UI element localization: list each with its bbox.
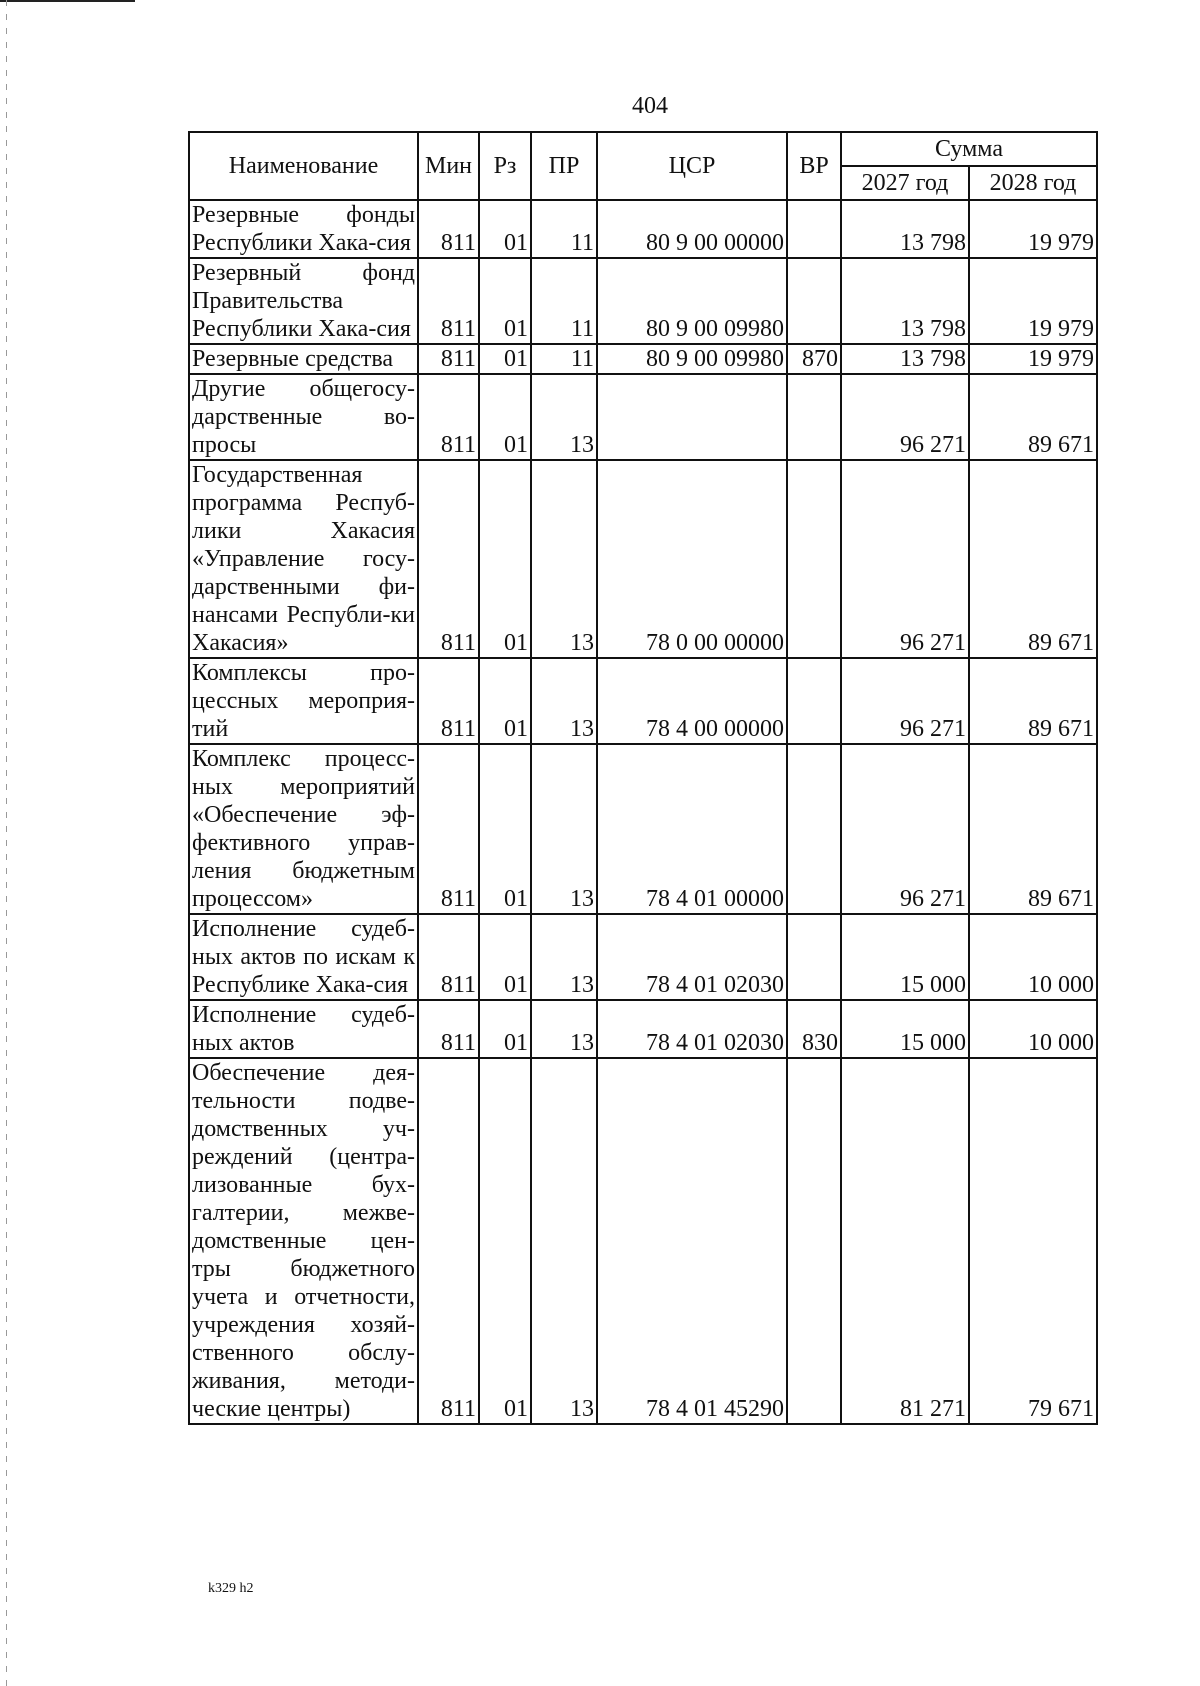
cell-vr: [787, 200, 841, 258]
cell-min: 811: [418, 658, 479, 744]
cell-2028: 19 979: [969, 200, 1097, 258]
cell-min: 811: [418, 344, 479, 374]
cell-rz: 01: [479, 744, 531, 914]
cell-2028: 89 671: [969, 658, 1097, 744]
cell-vr: 870: [787, 344, 841, 374]
cell-2028: 19 979: [969, 258, 1097, 344]
header-name: Наименование: [189, 132, 418, 200]
cell-csr: 78 4 00 00000: [597, 658, 787, 744]
page-number: 404: [632, 93, 668, 119]
header-rz: Рз: [479, 132, 531, 200]
cell-2027: 96 271: [841, 744, 969, 914]
cell-rz: 01: [479, 258, 531, 344]
table-row: [189, 1000, 1097, 1058]
cell-2027: 96 271: [841, 460, 969, 658]
table-body: [189, 200, 1097, 1424]
scan-edge: [6, 0, 7, 1686]
cell-min: 811: [418, 1000, 479, 1058]
cell-name: Исполнение судеб-ных актов по искам к Республике Хака-сия: [189, 914, 418, 1000]
cell-name: Резервный фонд Правительства Республики Хака-сия: [189, 258, 418, 344]
cell-rz: 01: [479, 914, 531, 1000]
cell-min: 811: [418, 744, 479, 914]
cell-name: Резервные средства: [189, 344, 418, 374]
cell-csr: 78 4 01 02030: [597, 1000, 787, 1058]
cell-pr: 13: [531, 1058, 597, 1424]
cell-vr: [787, 744, 841, 914]
cell-rz: 01: [479, 1058, 531, 1424]
header-min: Мин: [418, 132, 479, 200]
cell-2028: 89 671: [969, 460, 1097, 658]
cell-csr: 80 9 00 00000: [597, 200, 787, 258]
table-row: [189, 344, 1097, 374]
table-row: [189, 258, 1097, 344]
table-row: [189, 460, 1097, 658]
cell-2027: 15 000: [841, 1000, 969, 1058]
cell-vr: [787, 258, 841, 344]
cell-2028: 10 000: [969, 1000, 1097, 1058]
cell-vr: [787, 374, 841, 460]
cell-rz: 01: [479, 460, 531, 658]
cell-2028: 19 979: [969, 344, 1097, 374]
cell-min: 811: [418, 460, 479, 658]
cell-2027: 81 271: [841, 1058, 969, 1424]
cell-pr: 11: [531, 258, 597, 344]
cell-name: Резервные фонды Республики Хака-сия: [189, 200, 418, 258]
cell-min: 811: [418, 374, 479, 460]
cell-2028: 10 000: [969, 914, 1097, 1000]
cell-2027: 96 271: [841, 658, 969, 744]
cell-pr: 13: [531, 460, 597, 658]
cell-name: Исполнение судеб-ных актов: [189, 1000, 418, 1058]
cell-vr: [787, 658, 841, 744]
cell-2028: 89 671: [969, 744, 1097, 914]
cell-2027: 15 000: [841, 914, 969, 1000]
header-2027: 2027 год: [841, 166, 969, 200]
cell-csr: 78 4 01 02030: [597, 914, 787, 1000]
cell-pr: 13: [531, 658, 597, 744]
cell-name: Комплексы про-цессных мероприя-тий: [189, 658, 418, 744]
cell-name: Обеспечение дея-тельности подве-домственных уч-реждений (центра-лизованные бух-галтерии, межве-домственные цен-тры бюджетного учета и отчетности, учреждения хозяй-ственного обслу-живания, методи-ческие центры): [189, 1058, 418, 1424]
cell-2028: 89 671: [969, 374, 1097, 460]
footer-code: k329 h2: [208, 1581, 254, 1596]
header-pr: ПР: [531, 132, 597, 200]
cell-csr: 80 9 00 09980: [597, 344, 787, 374]
table-row: [189, 200, 1097, 258]
budget-table: [188, 131, 1098, 1425]
table-row: [189, 914, 1097, 1000]
cell-2027: 96 271: [841, 374, 969, 460]
cell-name: Комплекс процесс-ных мероприятий «Обеспечение эф-фективного управ-ления бюджетным процессом»: [189, 744, 418, 914]
cell-vr: [787, 460, 841, 658]
cell-min: 811: [418, 200, 479, 258]
cell-2028: 79 671: [969, 1058, 1097, 1424]
table-row: [189, 1058, 1097, 1424]
header-2028: 2028 год: [969, 166, 1097, 200]
cell-min: 811: [418, 1058, 479, 1424]
cell-rz: 01: [479, 200, 531, 258]
cell-2027: 13 798: [841, 344, 969, 374]
scan-mark: [0, 0, 135, 2]
cell-min: 811: [418, 258, 479, 344]
cell-csr: 78 0 00 00000: [597, 460, 787, 658]
cell-2027: 13 798: [841, 258, 969, 344]
cell-csr: 80 9 00 09980: [597, 258, 787, 344]
cell-pr: 13: [531, 744, 597, 914]
header-row: [189, 132, 1097, 166]
cell-pr: 13: [531, 374, 597, 460]
cell-min: 811: [418, 914, 479, 1000]
cell-csr: 78 4 01 45290: [597, 1058, 787, 1424]
cell-vr: 830: [787, 1000, 841, 1058]
cell-csr: [597, 374, 787, 460]
header-csr: ЦСР: [597, 132, 787, 200]
table-row: [189, 744, 1097, 914]
cell-name: Государственная программа Респуб-лики Хакасия «Управление госу-дарственными фи-нансами Республи-ки Хакасия»: [189, 460, 418, 658]
cell-pr: 11: [531, 200, 597, 258]
cell-rz: 01: [479, 344, 531, 374]
cell-csr: 78 4 01 00000: [597, 744, 787, 914]
cell-rz: 01: [479, 1000, 531, 1058]
cell-rz: 01: [479, 374, 531, 460]
cell-pr: 13: [531, 914, 597, 1000]
cell-vr: [787, 1058, 841, 1424]
header-sum: Сумма: [841, 132, 1097, 166]
cell-name: Другие общегосу-дарственные во-просы: [189, 374, 418, 460]
cell-vr: [787, 914, 841, 1000]
table-row: [189, 658, 1097, 744]
cell-pr: 13: [531, 1000, 597, 1058]
table-row: [189, 374, 1097, 460]
cell-2027: 13 798: [841, 200, 969, 258]
cell-rz: 01: [479, 658, 531, 744]
cell-pr: 11: [531, 344, 597, 374]
header-vr: ВР: [787, 132, 841, 200]
